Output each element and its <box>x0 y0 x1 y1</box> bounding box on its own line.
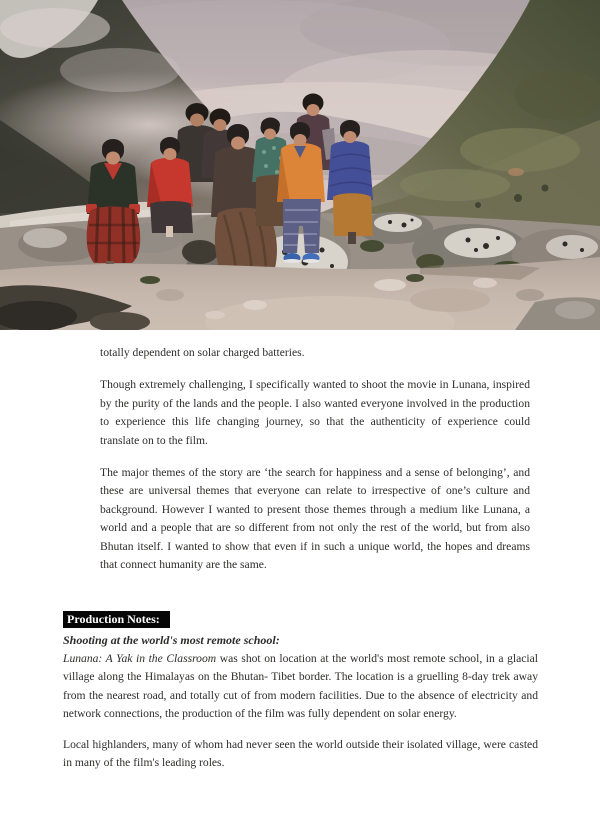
film-title-italic: Lunana: A Yak in the Classroom <box>63 651 217 665</box>
production-notes-paragraph-1 <box>63 650 538 724</box>
director-statement-paragraph-3: The major themes of the story are ‘the search for happiness and a sense of belonging’, and these are universal themes that everyone can relate to irrespective of one’s culture and background. However I wanted to present those themes through a medium like Lunana, a world and a people that are so different from not only the rest of the world, but from also Bhutan itself. I wanted to show that even if in such a unique world, the hopes and dreams that connect humanity are the same. <box>100 466 530 572</box>
production-notes-subheading: Shooting at the world's most remote school: <box>63 633 280 648</box>
production-notes-paragraph-1-text: was shot on location at the world's most remote school, in a glacial village along the Himalayas on the Bhutan- Tibet border. The location is a gruelling 8-day trek away from the nearest road, and totally cut of from modern facilities. Due to the absence of electricity and network connections, the production of the film was fully dependent on solar energy. <box>63 651 538 721</box>
production-notes-paragraph-2: Local highlanders, many of whom had never seen the world outside their isolated village, were casted in many of the film's leading roles. <box>63 737 538 769</box>
director-statement-paragraph-2: Though extremely challenging, I specifically wanted to shoot the movie in Lunana, inspired by the purity of the lands and the people. I also wanted everyone involved in the production to experience this life changing journey, so that the authenticity of experience could translate on to the film. <box>100 378 530 447</box>
film-still-photo <box>0 0 600 330</box>
production-notes-section <box>63 610 538 772</box>
photo-color-cast <box>0 0 600 330</box>
director-statement-paragraph-1: totally dependent on solar charged batteries. <box>100 346 305 359</box>
production-notes-label: Production Notes: <box>63 611 170 628</box>
director-statement-section <box>100 344 530 574</box>
